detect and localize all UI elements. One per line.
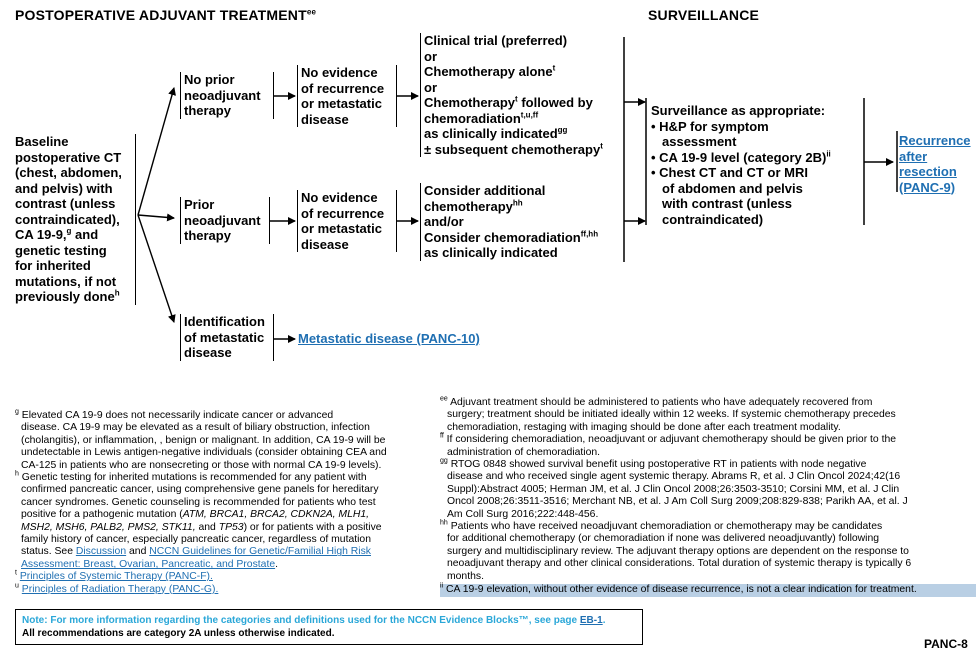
footnote-ff: $^{ff}$ If considering chemoradiation, neoadjuvant or adjuvant chemotherapy should be given prior to the administration of chemoradiation. [440,432,897,458]
treatment-options-prior: Consider additional chemotherapy$^{hh}$ and/or Consider chemoradiation$^{ff,hh}$ as clinically indicated [420,183,624,261]
footnote-g: $^g$ Elevated CA 19-9 does not necessarily indicate cancer or advanced disease. CA 19-9 may be elevated as a result of biliary obstruction, infection (cholangitis), or inflammation, , benign or malignant. In addition, CA 19-9 will be undetectable in Lewis antigen-negative individuals (consider obtaining CEA and CA-125 in patients who are nonsecreting or those with normal CA 19-9 levels). [15,408,387,471]
baseline-node: Baseline postoperative CT (chest, abdomen, and pelvis) with contrast (unless contraindicated), CA 19-9,$^g$ and genetic testing for inherited mutations, if not previously done$^h$ [15,134,136,305]
footnote-ii: $^{ii}$ CA 19-9 elevation, without other evidence of disease recurrence, is not a clear indication for treatment. [440,584,976,596]
recurrence-after-resection-link[interactable]: Recurrence after resection (PANC-9) [899,133,971,195]
no-evidence-node-top: No evidence of recurrence or metastatic disease [297,65,397,127]
footnotes-left [15,410,433,596]
metastatic-disease-link[interactable]: Metastatic disease (PANC-10) [298,331,480,346]
discussion-link[interactable]: Discussion [75,546,127,558]
no-evidence-node-mid: No evidence of recurrence or metastatic disease [297,190,397,252]
arrow-to-prior [138,215,174,218]
branch-no-prior-neoadjuvant: No prior neoadjuvant therapy [180,72,274,119]
treatment-options-no-prior: Clinical trial (preferred) or Chemotherapy alone$^t$ or Chemotherapy$^t$ followed by chemoradiation$^{t,u,ff}$ as clinically indicated$^{gg}$ ± subsequent chemotherapy$^t$ [420,33,624,157]
footnotes-right [440,397,976,597]
radiation-therapy-link[interactable]: Principles of Radiation Therapy (PANC-G). [21,583,219,595]
footnote-gg: $^{gg}$ RTOG 0848 showed survival benefit using postoperative RT in patients with node negative disease and who received single agent systemic therapy. Abrams R, et al. J Clin Oncol 2024;42(16 Suppl):Abstract 4005; Herman JM, et al. J Clin Oncol 2008;26:3503-3510; Corsini MM, et al. J Clin Oncol 2008;26:3511-3516; Merchant NB, et al. J Am Coll Surg 2009;208:829-838; Parikh AA, et al. J Am Coll Surg 2016;222:448-456. [440,457,908,520]
genetic-familial-guidelines-link[interactable]: NCCN Guidelines for Genetic/Familial High Risk [149,546,371,558]
branch-metastatic-disease: Identification of metastatic disease [180,314,274,361]
arrow-to-metastatic [138,215,174,322]
branch-prior-neoadjuvant: Prior neoadjuvant therapy [180,197,270,244]
footnote-t: $^t$ Principles of Systemic Therapy (PANC-F). [15,569,213,583]
genetic-familial-guidelines-link-cont[interactable]: Assessment: Breast, Ovarian, Pancreatic, and Prostate [21,558,276,570]
footnote-ee: $^{ee}$ Adjuvant treatment should be administered to patients who have adequately recovered from surgery; treatment should be initiated ideally within 12 weeks. If systemic chemotherapy precedes chemoradiation, restaging with imaging should be done after each treatment modality. [440,395,896,433]
page-code: PANC-8 [924,637,968,651]
evidence-blocks-note: Note: For more information regarding the categories and definitions used for the NCCN Evidence Blocks™, see page EB-1. All recommendations are category 2A unless otherwise indicated. [15,609,643,645]
footnote-u: $^u$ Principles of Radiation Therapy (PANC-G). [15,582,219,595]
section-header-adjuvant: POSTOPERATIVE ADJUVANT $TREATMENT^{ee}$ [15,7,317,23]
systemic-therapy-link[interactable]: Principles of Systemic Therapy (PANC-F). [19,571,213,583]
arrow-to-no-prior [138,88,174,215]
eb1-link[interactable]: EB-1 [579,615,603,626]
footnote-hh: $^{hh}$ Patients who have received neoadjuvant chemoradiation or chemotherapy may be candidates for additional chemotherapy (or chemoradiation if none was delivered neoadjuvantly) following surgery and multidisciplinary review. The adjuvant therapy options are dependent on the response to neoadjuvant therapy and other clinical considerations. Total duration of systemic therapy is typically 6 months. [440,519,912,582]
section-header-surveillance: SURVEILLANCE [648,7,760,23]
surveillance-node: Surveillance as appropriate: • H&P for symptom assessment • CA 19-9 level (category 2B)$^{ii}$ • Chest CT and CT or MRI of abdomen and pelvis with contrast (unless contraindicated) [651,103,831,227]
footnote-h: $^h$ Genetic testing for inherited mutations is recommended for any patient with confirmed pancreatic cancer, using comprehensive gene panels for hereditary cancer syndromes. Genetic counseling is recommended for patients who test positive for a pathogenic mutation (ATM, BRCA1, BRCA2, CDKN2A, MLH1, MSH2, MSH6, PALB2, PMS2, STK11, and TP53) or for patients with a positive family history of cancer, especially pancreatic cancer, regardless of mutation status. See Discussion and NCCN Guidelines for Genetic/Familial High Risk Assessment: Breast, Ovarian, Pancreatic, and Prostate. [15,470,382,570]
